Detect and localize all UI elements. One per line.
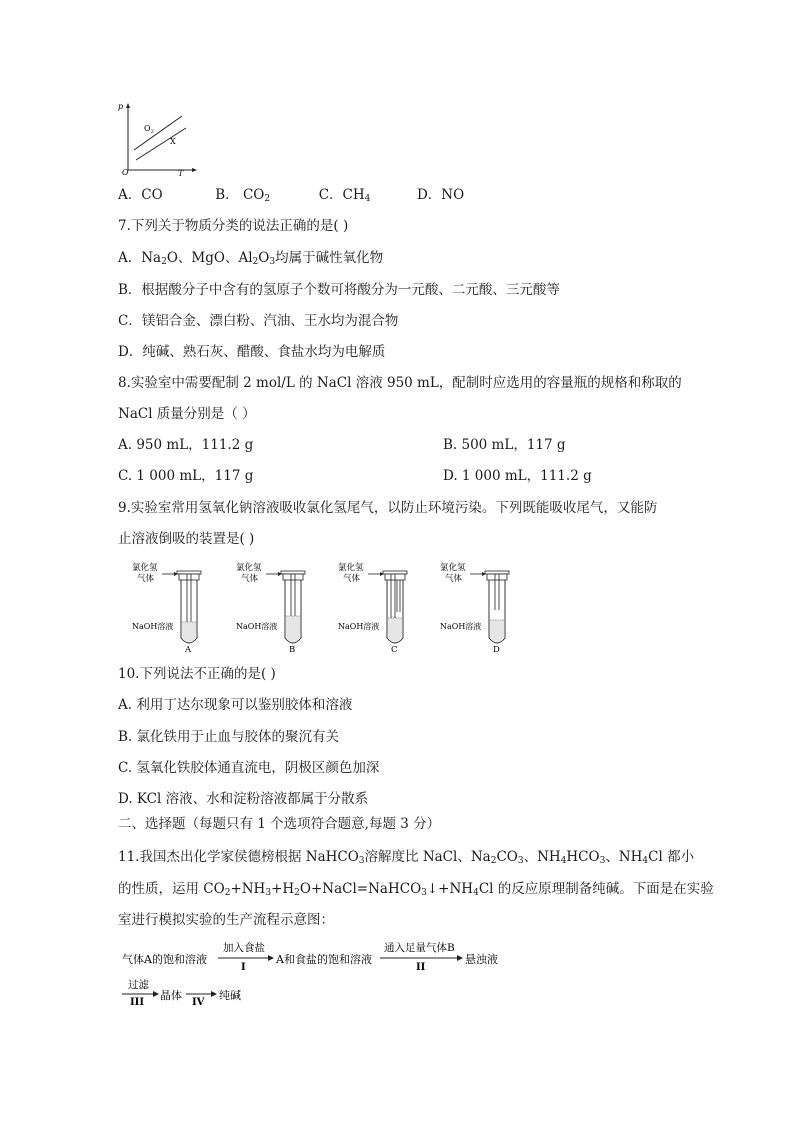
step4-numeral: IV: [192, 997, 205, 1008]
label-d: D: [493, 645, 500, 654]
step2-numeral: II: [416, 962, 426, 973]
step2-label: 通入足量气体B: [384, 942, 455, 954]
flow-suspension: 悬浊液: [465, 953, 498, 966]
svg-text:NaOH溶液: NaOH溶液: [132, 622, 174, 631]
q10-option-b: B. 氯化铁用于止血与胶体的聚沉有关: [118, 729, 340, 745]
q6-option-a: A．CO: [118, 187, 163, 203]
x-axis-label: T: [178, 169, 184, 178]
q8-option-b: B. 500 mL，117 g: [443, 437, 566, 453]
origin-label: O: [122, 168, 129, 177]
q11-line2: 的性质，运用 $CO_2+NH_3+H_2O+NaCl=NaHCO_3↓+NH_4Cl$ 的反应原理制备纯碱。下面是在实验: [118, 881, 714, 898]
step1-numeral: I: [241, 962, 246, 973]
x-series-label: X: [170, 137, 176, 146]
svg-text:NaOH溶液: NaOH溶液: [236, 622, 278, 631]
q8-option-d: D. 1 000 mL，111.2 g: [443, 468, 592, 484]
p-t-graph: [118, 100, 198, 178]
flow-start: 气体A的饱和溶液: [122, 953, 207, 966]
flow-mid: A和食盐的饱和溶液: [276, 953, 372, 966]
o2-label: $O_2$: [144, 124, 154, 135]
svg-text:氯化氢: 氯化氢: [236, 563, 262, 573]
label-b: B: [289, 645, 296, 654]
q9-stem-line1: 9.实验室常用氢氧化钠溶液吸收氯化氢尾气，以防止环境污染。下列既能吸收尾气，又能防: [118, 500, 658, 516]
q7-option-b: B．根据酸分子中含有的氢原子个数可将酸分为一元酸、二元酸、三元酸等: [118, 282, 560, 298]
svg-text:氯化氢: 氯化氢: [132, 563, 158, 573]
step3-numeral: III: [130, 997, 145, 1008]
q11-flow-diagram: [118, 938, 518, 1010]
q7-stem: 7.下列关于物质分类的说法正确的是( ): [118, 218, 349, 234]
q10-option-d: D. KCl 溶液、水和淀粉溶液都属于分散系: [118, 791, 369, 807]
svg-text:气体: 气体: [445, 574, 463, 584]
svg-text:气体: 气体: [343, 574, 361, 584]
svg-text:气体: 气体: [137, 574, 155, 584]
q8-stem-line1: 8.实验室中需要配制 2 mol/L 的 NaCl 溶液 950 mL，配制时应选用的容量瓶的规格和称取的: [118, 375, 682, 391]
label-c: C: [391, 645, 398, 654]
svg-text:NaOH溶液: NaOH溶液: [338, 622, 380, 631]
apparatus-a: [132, 562, 201, 654]
flow-crystal: 晶体: [160, 989, 182, 1002]
q9-stem-line2: 止溶液倒吸的装置是( ): [118, 531, 255, 547]
q7-option-d: D．纯碱、熟石灰、醋酸、食盐水均为电解质: [118, 344, 386, 360]
q7-option-a: A．$Na_2O$、MgO、$Al_2O_3$均属于碱性氧化物: [118, 250, 384, 267]
q7-option-c: C．镁铝合金、漂白粉、汽油、王水均为混合物: [118, 313, 399, 329]
svg-text:氯化氢: 氯化氢: [338, 563, 364, 573]
apparatus-c: [338, 562, 407, 654]
svg-text:气体: 气体: [241, 574, 259, 584]
q8-stem-line2: NaCl 质量分别是（ ）: [118, 406, 256, 422]
q11-line3: 室进行模拟实验的生产流程示意图：: [118, 912, 334, 928]
y-axis-label: p: [118, 102, 124, 111]
q9-apparatus-figure: [128, 560, 528, 654]
q8-option-c: C. 1 000 mL，117 g: [118, 468, 254, 484]
apparatus-d: [440, 562, 509, 654]
q10-option-a: A. 利用丁达尔现象可以鉴别胶体和溶液: [118, 697, 353, 713]
svg-text:NaOH溶液: NaOH溶液: [440, 622, 482, 631]
q11-line1: 11.我国杰出化学家侯德榜根据 NaHCO$_3$溶解度比 NaCl、$Na_2CO_3$、$NH_4HCO_3$、$NH_4Cl$ 都小: [118, 849, 695, 866]
q10-stem: 10.下列说法不正确的是( ): [118, 666, 276, 682]
step1-label: 加入食盐: [223, 942, 265, 954]
q6-option-c: C．$CH_4$: [318, 187, 371, 204]
step3-label: 过滤: [128, 979, 149, 991]
apparatus-b: [236, 562, 305, 654]
flow-product: 纯碱: [219, 989, 241, 1002]
q6-option-b: B． $CO_2$: [215, 187, 271, 204]
q10-option-c: C. 氢氧化铁胶体通直流电，阴极区颜色加深: [118, 760, 380, 776]
q6-option-d: D．NO: [416, 187, 465, 203]
q6-options: [118, 186, 464, 204]
svg-text:氯化氢: 氯化氢: [440, 563, 466, 573]
section-2-heading: 二、选择题（每题只有 1 个选项符合题意,每题 3 分）: [118, 816, 441, 832]
q8-option-a: A. 950 mL，111.2 g: [118, 437, 254, 453]
label-a: A: [185, 645, 192, 654]
